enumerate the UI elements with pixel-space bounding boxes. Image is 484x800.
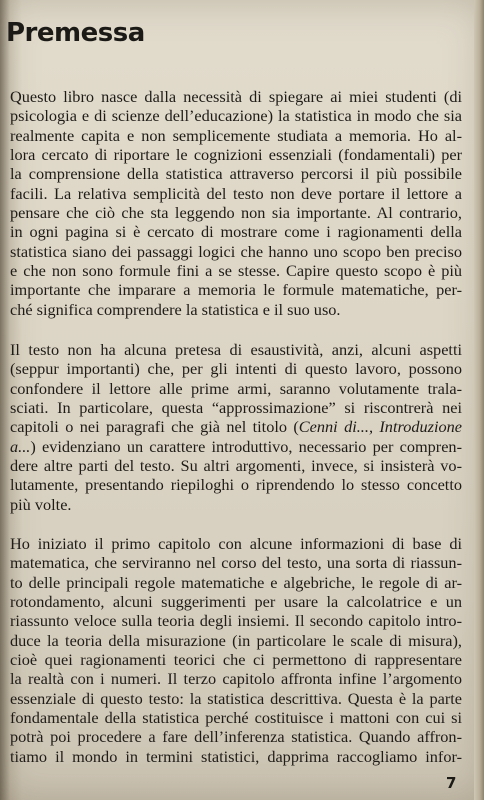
text-line: confondere il lettore alle prime armi, saranno volutamente trala-	[10, 378, 462, 398]
text-line: lora cercato di riportare le cognizioni essenziali (fondamentali) per	[10, 145, 462, 165]
paragraph-2	[10, 340, 462, 514]
text-line: Il testo non ha alcuna pretesa di esaustività, anzi, alcuni aspetti	[10, 340, 462, 359]
text-line: più volte.	[10, 494, 72, 514]
page-heading: Premessa	[6, 18, 145, 48]
text-line: statistica siano dei passaggi logici che hanno uno scopo ben preciso	[10, 241, 462, 261]
text-line: importante che imparare a memoria le formule matematiche, per-	[10, 280, 462, 300]
text-line: dere altre parti del testo. Su altri argomenti, invece, si insisterà vo-	[10, 456, 462, 476]
text-line: lutamente, presentando riepiloghi o riprendendo lo stesso concetto	[10, 475, 462, 495]
paragraph-1	[10, 87, 462, 319]
text-line: Ho iniziato il primo capitolo con alcune informazioni di base di	[10, 534, 462, 553]
text-line: sciati. In particolare, questa “approssimazione” si riscontrerà nei	[10, 398, 462, 418]
text-line: essenziale di questo testo: la statistica descrittiva. Questa è la parte	[10, 688, 462, 708]
text-line: (seppur importanti) che, per gli intenti di questo lavoro, possono	[10, 359, 462, 379]
text-line: fondamentale della statistica perché costituisce i mattoni con cui si	[10, 708, 462, 728]
text-line: to delle principali regole matematiche e algebriche, le regole di ar-	[10, 572, 462, 592]
page-edge	[474, 0, 484, 800]
text-line: potrà poi procedere a fare dell’inferenza statistica. Quando affron-	[10, 727, 462, 747]
text-line: Questo libro nasce dalla necessità di spiegare ai miei studenti (di	[10, 87, 462, 106]
text-line: realmente capita e non semplicemente studiata a memoria. Ho al-	[10, 125, 462, 145]
page-number: 7	[446, 774, 457, 792]
text-line	[10, 417, 462, 436]
text-line: pensare che ciò che sta leggendo non sia importante. Al contrario,	[10, 203, 462, 223]
italic-run: Cenni di..., Introduzione	[298, 417, 462, 437]
text-run: capitoli o nei paragrafi che già nel titolo (	[10, 417, 299, 437]
text-line: ché significa comprendere la statistica e il suo uso.	[10, 299, 341, 319]
text-line: facili. La relativa semplicità del testo non deve portare il lettore a	[10, 183, 462, 203]
text-line	[10, 437, 462, 456]
text-line: rotondamento, alcuni suggerimenti per usare la calcolatrice e un	[10, 592, 462, 612]
text-line: la comprensione della statistica attraverso percorsi il più possibile	[10, 164, 462, 184]
text-line: la realtà con i numeri. Il terzo capitolo affronta infine l’argomento	[10, 669, 462, 689]
text-line: in ogni pagina si è cercato di mostrare come i ragionamenti della	[10, 222, 462, 242]
text-line: psicologia e di scienze dell’educazione) la statistica in modo che sia	[10, 106, 462, 126]
text-line: cioè quei ragionamenti teorici che ci permettono di rappresentare	[10, 650, 462, 670]
text-line: riassunto veloce sulla teoria degli insiemi. Il secondo capitolo intro-	[10, 611, 462, 631]
text-line: duce la teoria della misurazione (in particolare le scale di misura),	[10, 630, 462, 650]
italic-run: a...	[10, 436, 31, 456]
text-line: matematica, che serviranno nel corso del testo, una sorta di riassun-	[10, 553, 462, 573]
paragraph-3	[10, 534, 462, 766]
text-line: tiamo il mondo in termini statistici, dapprima raccogliamo infor-	[10, 746, 462, 766]
text-run: ) evidenziano un carattere introduttivo, necessario per compren-	[30, 436, 462, 456]
text-line: e che non sono formule fini a se stesse. Capire questo scopo è più	[10, 261, 462, 281]
